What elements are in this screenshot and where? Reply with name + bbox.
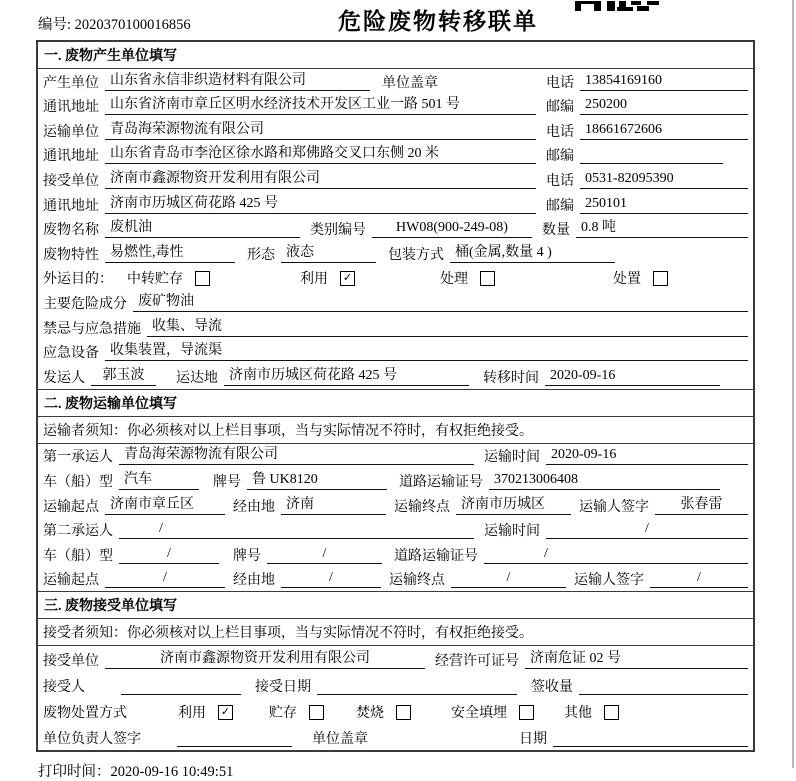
receiver-label: 接受单位 — [43, 173, 99, 189]
route1-origin-label: 运输起点 — [43, 499, 99, 515]
dispatcher-label: 发运人 — [43, 370, 85, 386]
route2-sign-label: 运输人签字 — [574, 573, 644, 589]
hazard-component-value: 废矿物油 — [133, 293, 748, 312]
producer-seal-label: 单位盖章 — [382, 75, 438, 91]
producer-value: 山东省永信非织造材料有限公司 — [105, 72, 370, 91]
disposal-option-recycle: 利用 — [178, 706, 206, 722]
transporter-phone-value: 18661672606 — [580, 121, 748, 140]
waste-name-label: 废物名称 — [43, 223, 99, 239]
transporter-address-row — [38, 143, 753, 168]
disposal-option-incinerate: 焚烧 — [356, 706, 384, 722]
dispatch-row — [38, 364, 753, 389]
emergency-equipment-row — [38, 340, 753, 365]
vehicle1-type-value: 汽车 — [119, 471, 199, 490]
receiver-phone-value: 0531-82095390 — [580, 170, 748, 189]
receiver-zip-value: 250101 — [580, 195, 748, 214]
responsible-sign-row — [38, 724, 753, 750]
hazard-component-label: 主要危险成分 — [43, 296, 127, 312]
accept-unit-row — [38, 646, 753, 672]
disposal-recycle-checkbox-icon: ✓ — [218, 705, 233, 720]
waste-property-label: 废物特性 — [43, 247, 99, 263]
unit-seal-label: 单位盖章 — [312, 732, 368, 748]
carrier2-time-value: / — [546, 520, 748, 539]
vehicle2-plate-value: / — [267, 545, 382, 564]
carrier1-label: 第一承运人 — [43, 450, 113, 466]
route1-sign-label: 运输人签字 — [579, 499, 649, 515]
route2-sign-value: / — [650, 569, 748, 588]
transporter-value: 青岛海荣源物流有限公司 — [105, 121, 536, 140]
waste-property-row — [38, 241, 753, 266]
doc-number-value: 2020370100016856 — [74, 17, 191, 33]
hazard-component-row — [38, 290, 753, 315]
receiver-notice-row — [38, 619, 753, 646]
route2-end-label: 运输终点 — [389, 573, 445, 589]
transfer-time-value: 2020-09-16 — [545, 367, 720, 386]
section-producer — [38, 42, 753, 389]
emergency-equipment-label: 应急设备 — [43, 346, 99, 362]
waste-code-label: 类别编号 — [310, 223, 366, 239]
route2-via-value: / — [281, 569, 381, 588]
section-transporter-title: 二. 废物运输单位填写 — [38, 390, 753, 417]
section-transporter — [38, 389, 753, 592]
vehicle2-row — [38, 542, 753, 567]
waste-form-value: 液态 — [281, 244, 376, 263]
responsible-sign-label: 单位负责人签字 — [43, 732, 141, 748]
page-right-edge-divider — [792, 0, 794, 768]
carrier1-time-value: 2020-09-16 — [546, 446, 748, 465]
transporter-row — [38, 118, 753, 143]
route1-end-label: 运输终点 — [394, 499, 450, 515]
treatment-checkbox-icon — [480, 271, 495, 286]
transfer-form-table — [36, 40, 755, 752]
taboo-measures-value: 收集、导流 — [147, 318, 748, 337]
route1-via-value: 济南 — [281, 496, 386, 515]
waste-property-value: 易燃性,毒性 — [105, 244, 235, 263]
vehicle2-type-label: 车（船）型 — [43, 548, 113, 564]
route2-row — [38, 567, 753, 592]
receiver-notice-text: 接受者须知：你必须核对以上栏目事项，当与实际情况不符时，有权拒绝接受。 — [43, 626, 533, 642]
disposal-other-checkbox-icon — [604, 705, 619, 720]
transfer-storage-checkbox-icon — [195, 271, 210, 286]
print-time-value: 2020-09-16 10:49:51 — [110, 764, 234, 781]
route2-via-label: 经由地 — [233, 573, 275, 589]
vehicle1-permit-label: 道路运输证号 — [399, 474, 483, 490]
producer-row — [38, 69, 753, 94]
business-permit-label: 经营许可证号 — [435, 654, 519, 670]
disposal-method-row — [38, 698, 753, 724]
disposal-option-landfill: 安全填埋 — [451, 706, 507, 722]
producer-label: 产生单位 — [43, 75, 99, 91]
waste-form-label: 形态 — [247, 247, 275, 263]
producer-zip-value: 250200 — [580, 96, 748, 115]
doc-number-label: 编号: — [38, 17, 75, 33]
purpose-row — [38, 266, 753, 291]
vehicle1-plate-value: 鲁 UK8120 — [247, 471, 387, 490]
vehicle1-permit-value: 370213006408 — [489, 471, 720, 490]
accept-unit-value: 济南市鑫源物资开发利用有限公司 — [105, 650, 425, 669]
section-producer-title: 一. 废物产生单位填写 — [38, 42, 753, 69]
transfer-time-label: 转移时间 — [483, 370, 539, 386]
emergency-equipment-value: 收集装置，导流渠 — [105, 342, 748, 361]
accept-person-row — [38, 672, 753, 698]
vehicle2-type-value: / — [119, 545, 219, 564]
dispatcher-value: 郭玉波 — [91, 367, 156, 386]
carrier2-value: / — [119, 520, 474, 539]
waste-name-value: 废机油 — [105, 219, 300, 238]
receiver-phone-label: 电话 — [546, 173, 574, 189]
receiver-address-label: 通讯地址 — [43, 198, 99, 214]
transporter-notice-row — [38, 417, 753, 444]
accept-person-label: 接受人 — [43, 680, 85, 696]
accept-date-value — [317, 677, 517, 695]
waste-qty-label: 数量 — [542, 223, 570, 239]
disposal-method-label: 废物处置方式 — [43, 706, 127, 722]
carrier1-time-label: 运输时间 — [484, 450, 540, 466]
form-title: 危险废物转移联单 — [338, 9, 538, 34]
sign-date-label: 日期 — [519, 732, 547, 748]
transporter-notice-text: 运输者须知：你必须核对以上栏目事项，当与实际情况不符时，有权拒绝接受。 — [43, 423, 533, 439]
purpose-option-treatment: 处理 — [440, 272, 468, 288]
producer-zip-label: 邮编 — [546, 100, 574, 116]
accept-person-value — [121, 677, 241, 695]
print-time — [38, 760, 796, 781]
responsible-sign-value — [177, 729, 292, 747]
signed-qty-value — [579, 677, 748, 695]
vehicle2-permit-label: 道路运输证号 — [394, 548, 478, 564]
receiver-value: 济南市鑫源物资开发利用有限公司 — [105, 170, 536, 189]
accept-date-label: 接受日期 — [255, 680, 311, 696]
route1-end-value: 济南市历城区 — [456, 496, 571, 515]
route1-sign-value: 张春雷 — [655, 496, 748, 515]
carrier1-row — [38, 444, 753, 469]
vehicle1-plate-label: 牌号 — [213, 474, 241, 490]
receiver-row — [38, 167, 753, 192]
transporter-label: 运输单位 — [43, 124, 99, 140]
producer-address-label: 通讯地址 — [43, 100, 99, 116]
receiver-address-row — [38, 192, 753, 217]
disposal-storage-checkbox-icon — [309, 705, 324, 720]
taboo-measures-label: 禁忌与应急措施 — [43, 321, 141, 337]
route1-row — [38, 493, 753, 518]
route2-end-value: / — [451, 569, 566, 588]
transporter-address-label: 通讯地址 — [43, 149, 99, 165]
producer-phone-value: 13854169160 — [580, 72, 748, 91]
vehicle2-permit-value: / — [484, 545, 748, 564]
vehicle1-row — [38, 468, 753, 493]
transporter-zip-label: 邮编 — [546, 149, 574, 165]
purpose-option-recycle: 利用 — [300, 272, 328, 288]
section-receiver — [38, 591, 753, 750]
route1-via-label: 经由地 — [233, 499, 275, 515]
recycle-checkbox-icon: ✓ — [340, 271, 355, 286]
disposal-landfill-checkbox-icon — [519, 705, 534, 720]
qr-code-fragment-icon — [575, 0, 659, 10]
disposal-checkbox-icon — [653, 271, 668, 286]
transporter-address-value: 山东省青岛市李沧区徐水路和郑佛路交叉口东侧 20 米 — [105, 145, 536, 164]
taboo-measures-row — [38, 315, 753, 340]
route2-origin-value: / — [105, 569, 225, 588]
producer-address-row — [38, 94, 753, 119]
packing-value: 桶(金属,数量 4 ) — [450, 244, 615, 263]
business-permit-value: 济南危证 02 号 — [525, 650, 748, 669]
purpose-option-transfer-storage: 中转贮存 — [127, 272, 183, 288]
receiver-address-value: 济南市历城区荷花路 425 号 — [105, 195, 536, 214]
vehicle2-plate-label: 牌号 — [233, 548, 261, 564]
accept-unit-label: 接受单位 — [43, 654, 99, 670]
waste-name-row — [38, 217, 753, 242]
route2-origin-label: 运输起点 — [43, 573, 99, 589]
carrier1-value: 青岛海荣源物流有限公司 — [119, 446, 474, 465]
waste-code-value: HW08(900-249-08) — [372, 219, 532, 238]
vehicle1-type-label: 车（船）型 — [43, 474, 113, 490]
waste-qty-value: 0.8 吨 — [576, 219, 748, 238]
page-header — [0, 0, 796, 40]
carrier2-label: 第二承运人 — [43, 524, 113, 540]
transporter-phone-label: 电话 — [546, 124, 574, 140]
transporter-zip-value — [580, 146, 723, 164]
destination-value: 济南市历城区荷花路 425 号 — [224, 367, 469, 386]
carrier2-row — [38, 518, 753, 543]
sign-date-value — [553, 729, 748, 747]
producer-phone-label: 电话 — [546, 75, 574, 91]
signed-qty-label: 签收量 — [531, 680, 573, 696]
disposal-option-other: 其他 — [564, 706, 592, 722]
purpose-option-disposal: 处置 — [613, 272, 641, 288]
carrier2-time-label: 运输时间 — [484, 524, 540, 540]
print-time-label: 打印时间： — [38, 764, 111, 781]
receiver-zip-label: 邮编 — [546, 198, 574, 214]
disposal-option-storage: 贮存 — [269, 706, 297, 722]
route1-origin-value: 济南市章丘区 — [105, 496, 225, 515]
disposal-incinerate-checkbox-icon — [396, 705, 411, 720]
destination-label: 运达地 — [176, 370, 218, 386]
section-receiver-title: 三. 废物接受单位填写 — [38, 592, 753, 619]
producer-address-value: 山东省济南市章丘区明水经济技术开发区工业一路 501 号 — [105, 96, 536, 115]
purpose-label: 外运目的： — [43, 272, 113, 288]
packing-label: 包装方式 — [388, 247, 444, 263]
